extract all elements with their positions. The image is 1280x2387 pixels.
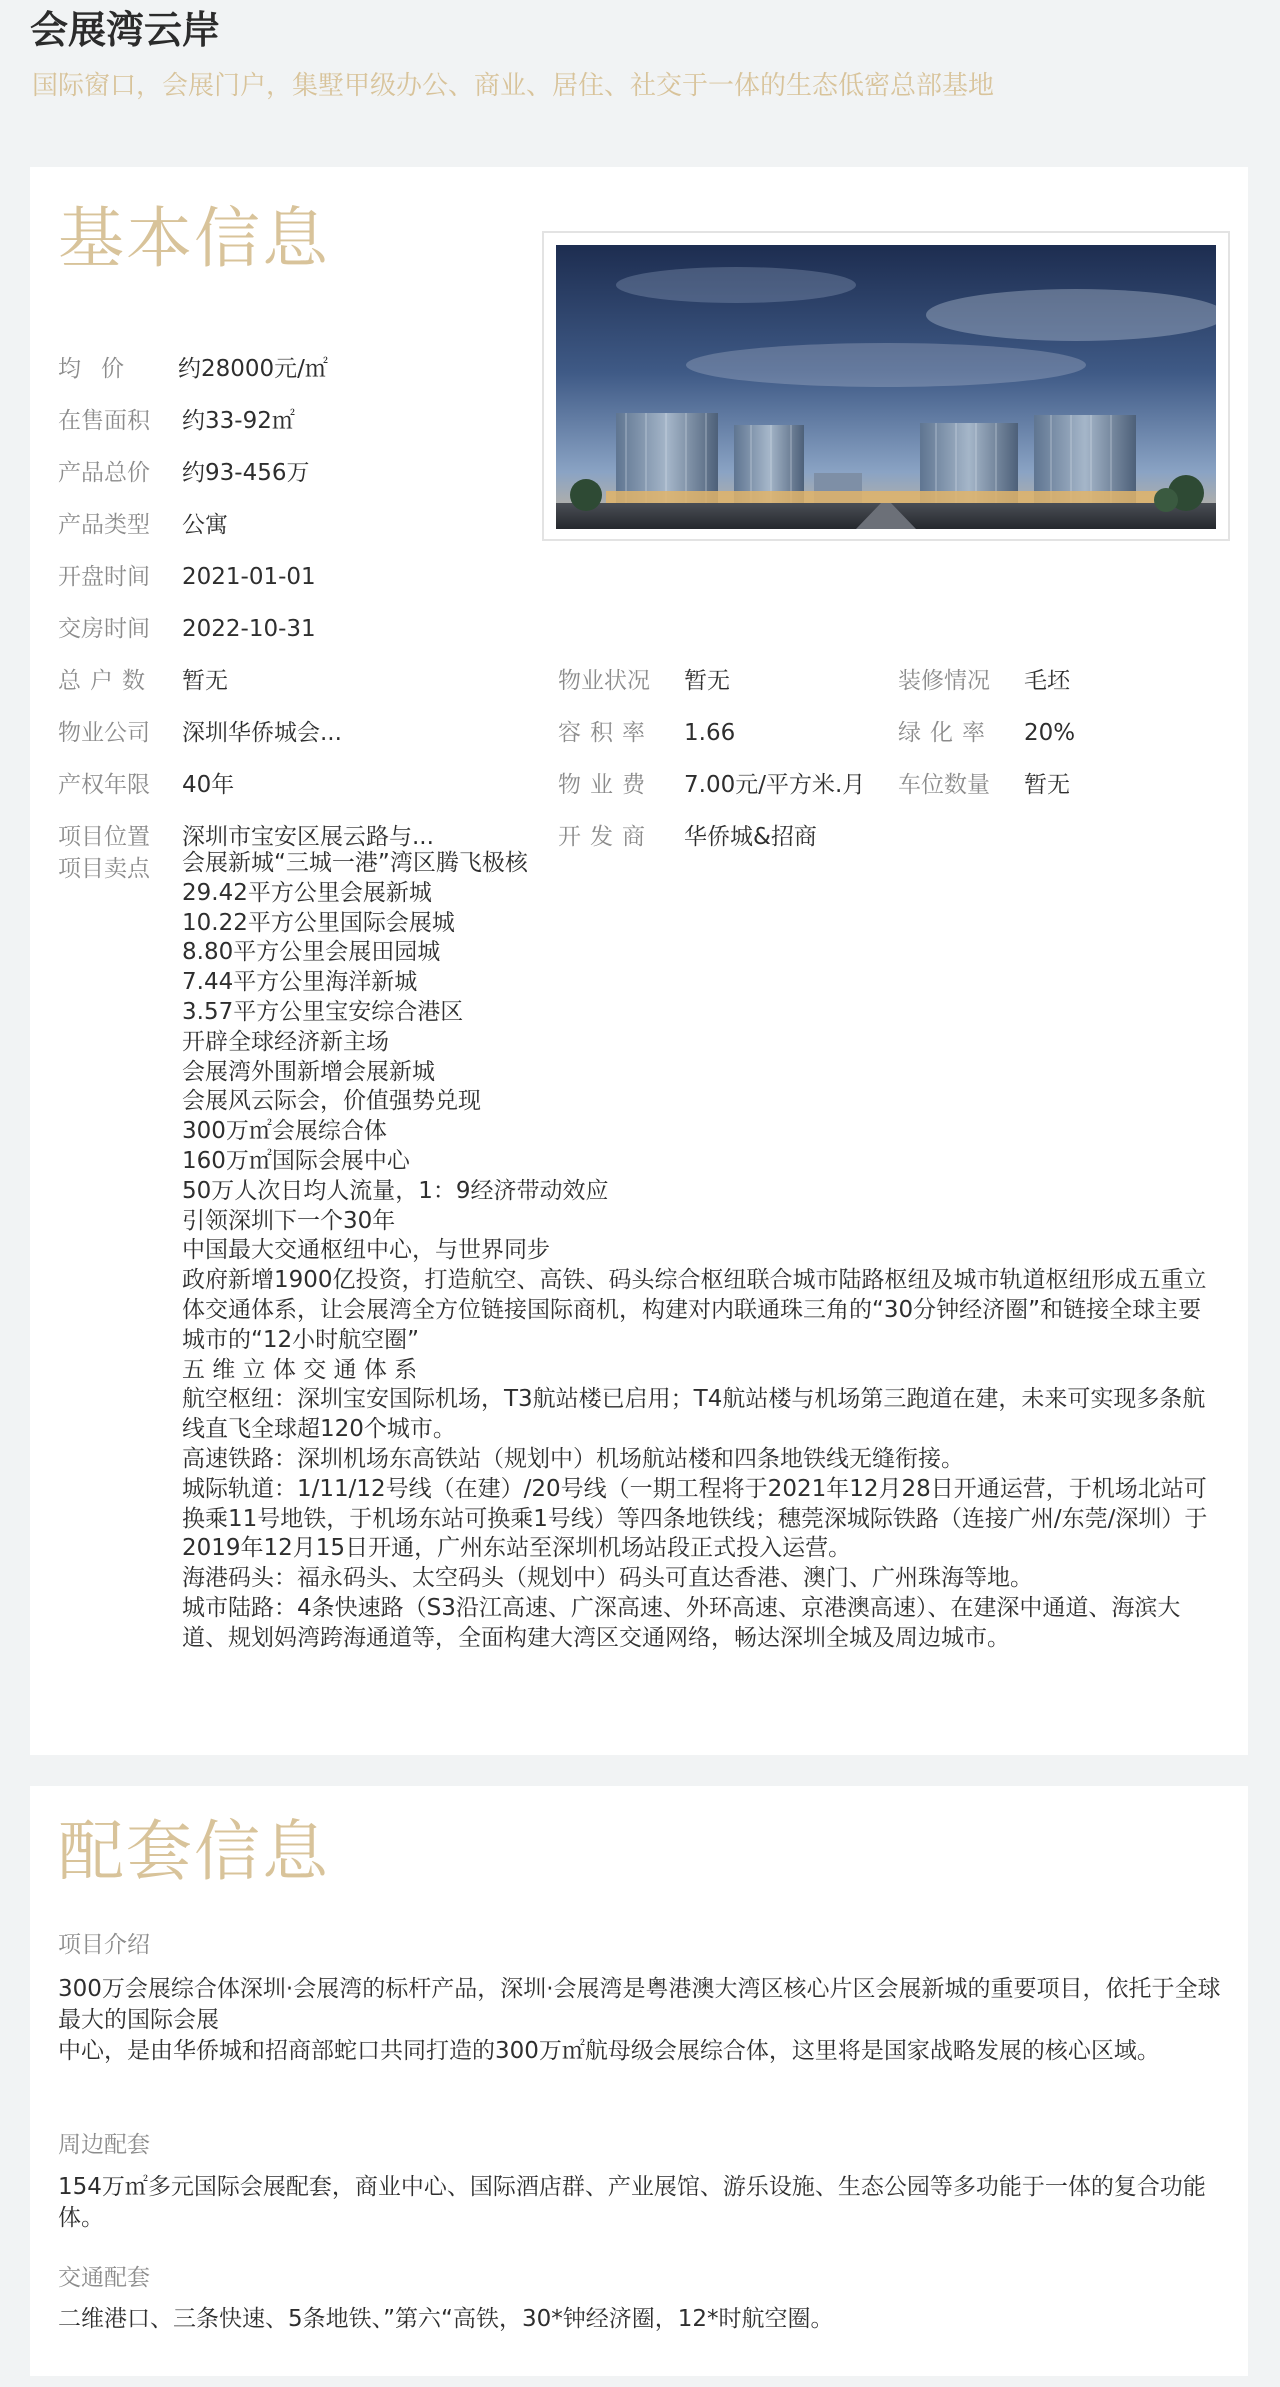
info-row-area [58,403,295,439]
info-value: 约28000元/㎡ [178,356,328,382]
highlight-item: 引领深圳下一个30年 [182,1207,396,1234]
highlight-item: 29.42平方公里会展新城 [182,879,432,906]
info-value: 暂无 [684,668,730,694]
info-label: 在售面积 [58,408,150,434]
highlight-item: 海港码头：福永码头、太空码头（规划中）码头可直达香港、澳门、广州珠海等地。 [182,1565,1033,1592]
highlights-label-row [58,851,150,887]
info-value: 约33-92㎡ [182,408,295,434]
info-value: 2021-01-01 [182,564,316,590]
info-label: 总户数 [58,668,154,694]
info-parking [898,767,1070,803]
highlight-item: 城际轨道：1/11/12号线（在建）/20号线（一期工程将于2021年12月28日开通运营，于机场北站可换乘11号地铁，于机场东站可换乘1号线）等四条地铁线；穗莞深城际铁路（连接广州/东莞/深圳）于2019年12月15日开通，广州东站至深圳机场站段正式投入运营。 [182,1475,1208,1562]
basic-info-title: 基本信息 [58,200,330,277]
highlight-item: 50万人次日均人流量，1：9经济带动效应 [182,1177,609,1204]
project-rendering-image [556,245,1216,529]
info-value: 暂无 [182,668,228,694]
info-value: 暂无 [1024,772,1070,798]
intro-line: 中心，是由华侨城和招商部蛇口共同打造的300万㎡航母级会展综合体，这里将是国家战略发展的核心区域。 [58,2038,1160,2064]
highlight-item: 中国最大交通枢纽中心，与世界同步 [182,1237,550,1264]
traffic-label: 交通配套 [58,2265,150,2291]
intro-line: 300万会展综合体深圳·会展湾的标杆产品，深圳·会展湾是粤港澳大湾区核心片区会展新城的重要项目，依托于全球最大的国际会展 [58,1976,1221,2033]
info-total-households [58,663,228,699]
highlight-item: 高速铁路：深圳机场东高铁站（规划中）机场航站楼和四条地铁线无缝衔接。 [182,1445,964,1472]
highlight-item: 政府新增1900亿投资，打造航空、高铁、码头综合枢纽联合城市陆路枢纽及城市轨道枢纽形成五重立体交通体系，让会展湾全方位链接国际商机，构建对内联通珠三角的“30分钟经济圈”和链接全球主要城市的“12小时航空圈” [182,1267,1207,1353]
highlight-item: 城市陆路：4条快速路（S3沿江高速、广深高速、外环高速、京港澳高速）、在建深中通道、海滨大道、规划妈湾跨海通道等，全面构建大湾区交通网络，畅达深圳全城及周边城市。 [182,1594,1181,1651]
info-property-right [58,767,234,803]
info-label: 物业费 [558,772,654,798]
highlight-item: 160万㎡国际会展中心 [182,1147,410,1174]
info-label: 产权年限 [58,772,150,798]
highlight-item: 会展风云际会，价值强势兑现 [182,1088,481,1115]
highlight-item: 8.80平方公里会展田园城 [182,939,441,966]
info-label: 装修情况 [898,668,990,694]
info-plot-ratio [558,715,735,751]
page-title: 会展湾云岸 [30,8,221,52]
info-label: 物业公司 [58,720,150,746]
info-value[interactable]: 深圳市宝安区展云路与... [182,824,434,850]
surrounding-text: 154万㎡多元国际会展配套，商业中心、国际酒店群、产业展馆、游乐设施、生态公园等多功能于一体的复合功能体。 [58,2174,1206,2231]
info-label: 容积率 [558,720,654,746]
intro-label: 项目介绍 [58,1932,150,1958]
info-row-total-price [58,455,309,491]
info-value: 1.66 [684,720,736,746]
intro-text [58,1974,1238,2067]
basic-info-card [30,167,1248,1755]
info-label: 物业状况 [558,668,650,694]
highlight-item: 300万㎡会展综合体 [182,1118,387,1145]
info-green-ratio [898,715,1075,751]
info-property-fee [558,767,865,803]
page-subtitle: 国际窗口，会展门户，集墅甲级办公、商业、居住、社交于一体的生态低密总部基地 [32,71,995,101]
info-value: 华侨城&招商 [684,824,817,850]
info-label: 产品总价 [58,460,150,486]
project-photo-frame[interactable] [542,231,1230,541]
support-info-card [30,1786,1248,2376]
info-label: 开发商 [558,824,654,850]
info-value: 公寓 [182,512,228,538]
info-property-status [558,663,730,699]
info-decoration [898,663,1070,699]
highlights-label: 项目卖点 [58,856,150,882]
support-info-title: 配套信息 [58,1813,330,1890]
highlight-item: 7.44平方公里海洋新城 [182,969,418,996]
info-value: 20% [1024,720,1076,746]
surrounding-label: 周边配套 [58,2132,150,2158]
traffic-text: 二维港口、三条快速、5条地铁、”第六“高铁，30*钟经济圈，12*时航空圈。 [58,2306,834,2332]
info-label: 绿化率 [898,720,994,746]
info-property-company [58,715,342,751]
highlight-item: 航空枢纽：深圳宝安国际机场，T3航站楼已启用；T4航站楼与机场第三跑道在建，未来可实现多条航线直飞全球超120个城市。 [182,1386,1206,1443]
highlight-item: 会展湾外围新增会展新城 [182,1058,435,1085]
highlight-item: 会展新城“三城一港”湾区腾飞极核 [182,850,528,876]
highlight-item: 3.57平方公里宝安综合港区 [182,998,464,1025]
info-row-product-type [58,507,228,543]
info-value: 深圳华侨城会... [182,720,342,746]
info-value: 7.00元/平方米.月 [684,772,866,798]
info-label: 均价 [58,356,144,382]
info-row-opening-date [58,559,316,595]
info-row-price [58,351,328,387]
highlights-list [182,849,1222,1654]
info-label: 交房时间 [58,616,150,642]
info-label: 产品类型 [58,512,150,538]
info-label: 项目位置 [58,824,150,850]
highlight-item: 五 维 立 体 交 通 体 系 [182,1356,418,1383]
highlight-item: 10.22平方公里国际会展城 [182,909,455,936]
info-value: 40年 [182,772,235,798]
info-value: 约93-456万 [182,460,310,486]
info-label: 车位数量 [898,772,990,798]
info-label: 开盘时间 [58,564,150,590]
info-value: 毛坯 [1024,668,1070,694]
info-value: 2022-10-31 [182,616,316,642]
highlight-item: 开辟全球经济新主场 [182,1028,389,1055]
info-row-delivery-date [58,611,316,647]
